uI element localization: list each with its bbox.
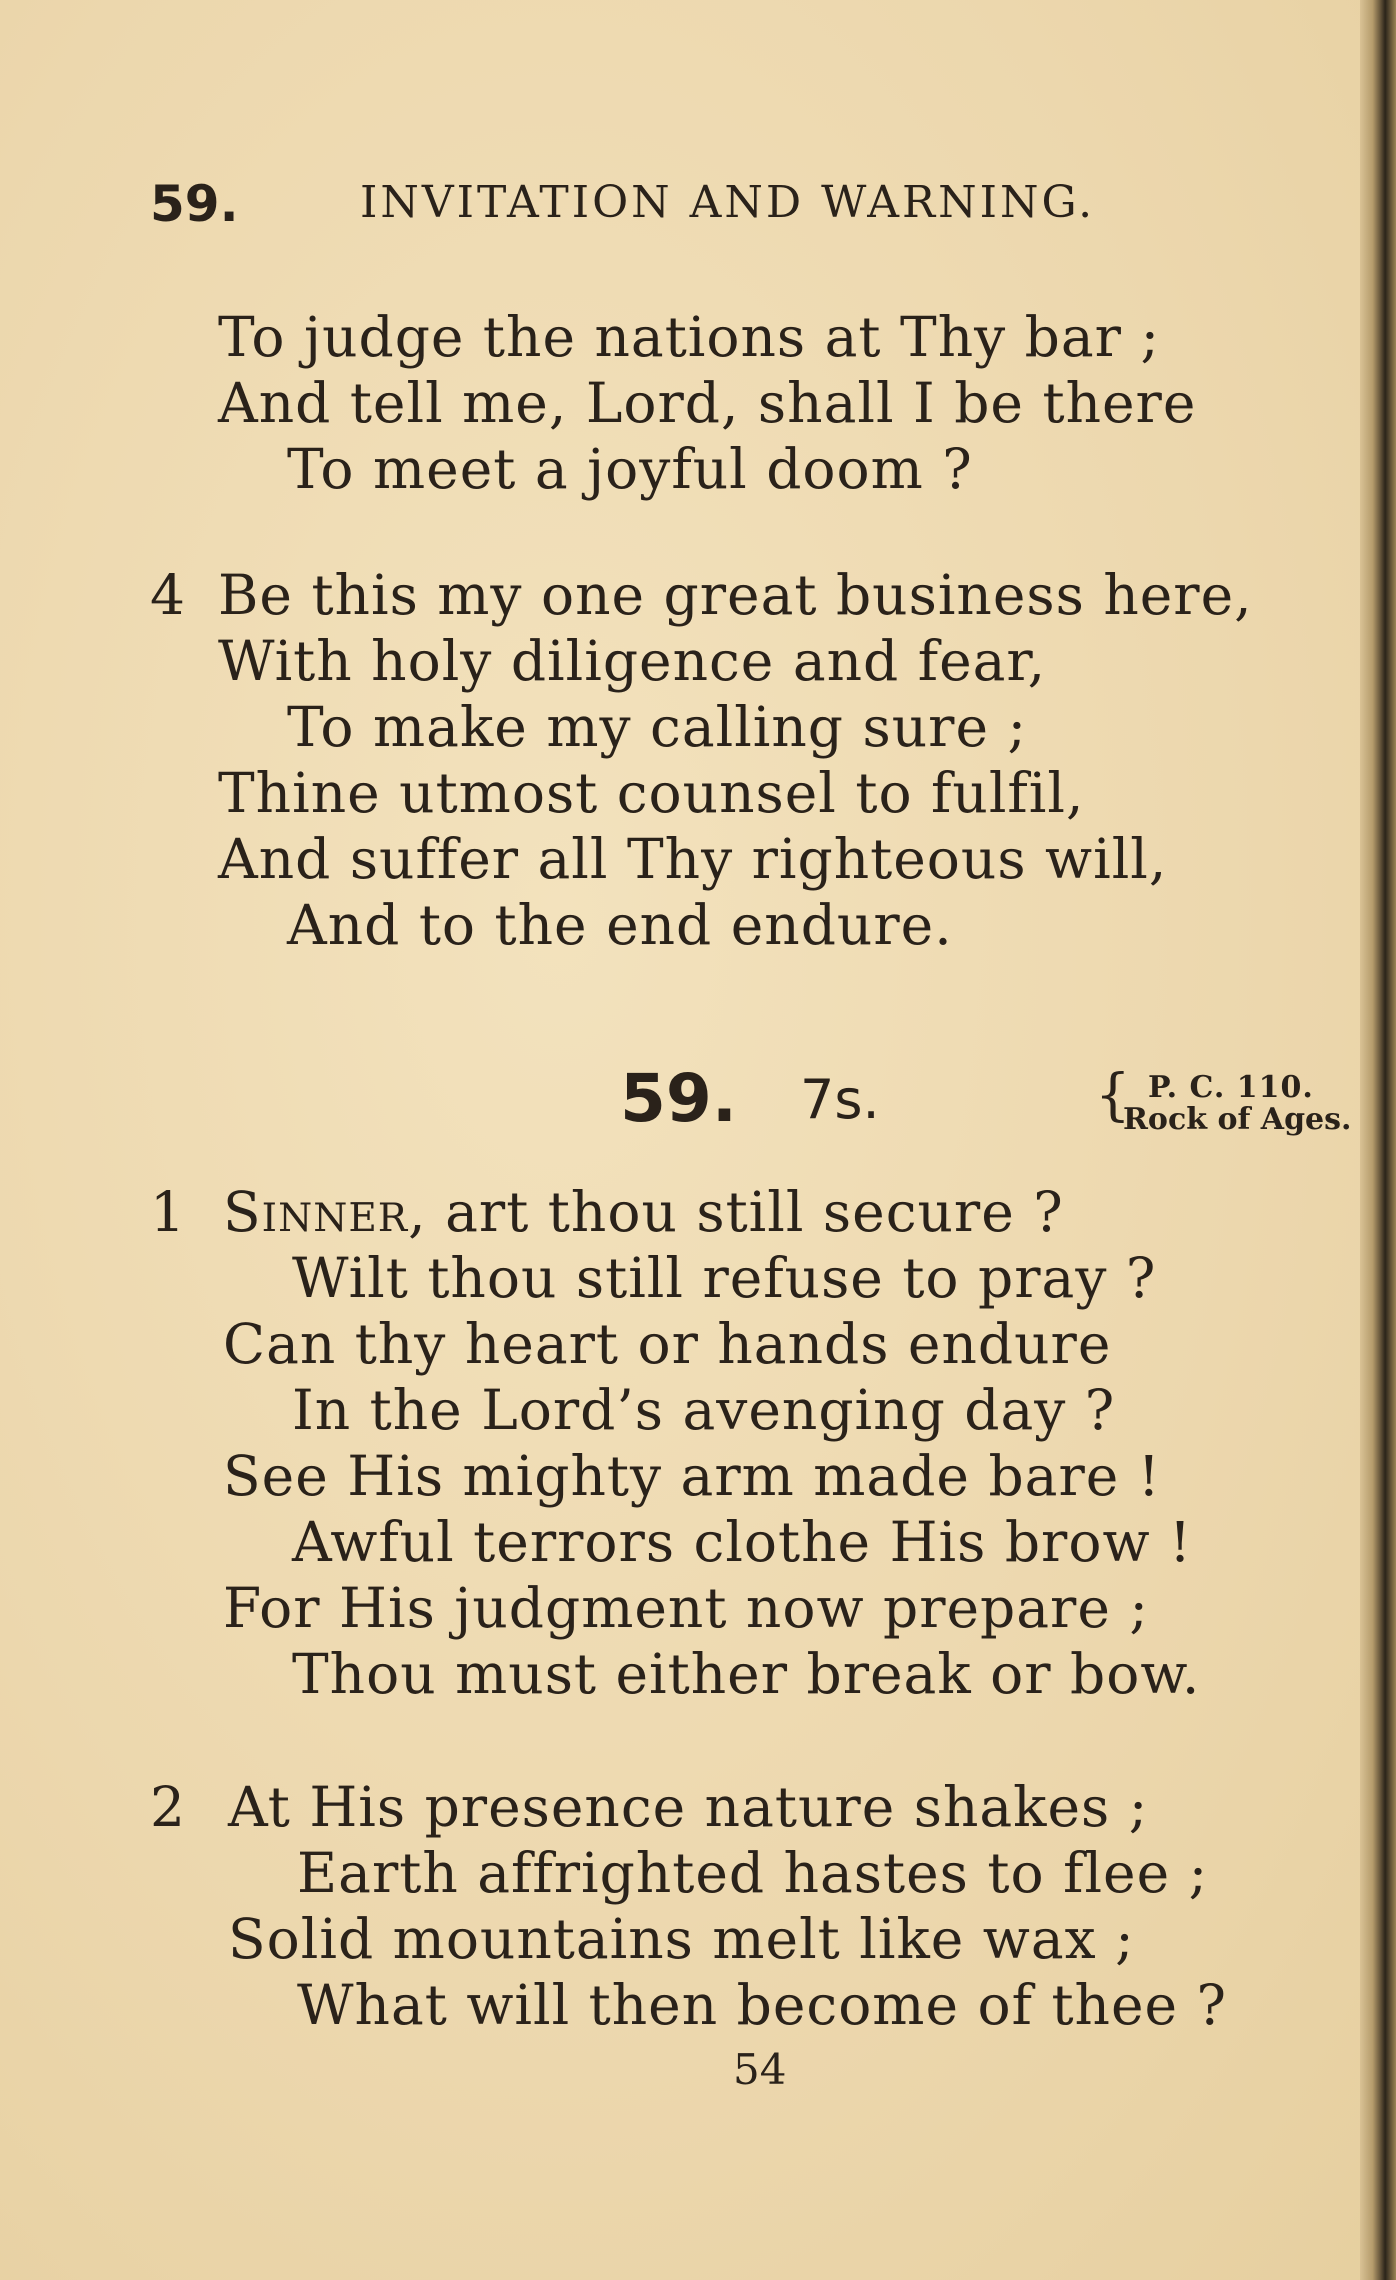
book-edge xyxy=(1360,0,1396,2280)
verse-line: At His presence nature shakes ; xyxy=(228,1775,1149,1839)
verse-number: 4 xyxy=(150,563,185,627)
verse-line: In the Lord’s avenging day ? xyxy=(292,1378,1116,1442)
verse-line: For His judgment now prepare ; xyxy=(223,1576,1149,1640)
verse-line: With holy diligence and fear, xyxy=(218,629,1047,693)
verse-line: And suffer all Thy righteous will, xyxy=(218,827,1168,891)
continuation-line: To meet a joyful doom ? xyxy=(287,437,973,501)
verse-line: Earth affrighted hastes to flee ; xyxy=(297,1841,1209,1905)
verse-line: Wilt thou still refuse to pray ? xyxy=(292,1246,1157,1310)
continuation-line: To judge the nations at Thy bar ; xyxy=(218,305,1160,369)
hymn-heading xyxy=(600,1060,1360,1150)
verse-line: Thou must either break or bow. xyxy=(292,1642,1201,1706)
verse-line: Solid mountains melt like wax ; xyxy=(228,1907,1135,1971)
verse-line: To make my calling sure ; xyxy=(287,695,1027,759)
verse-line: Be this my one great business here, xyxy=(218,563,1253,627)
verse-line xyxy=(223,1180,1064,1244)
verse-line: Can thy heart or hands endure xyxy=(223,1312,1112,1376)
verse-line: And to the end endure. xyxy=(287,893,953,957)
header-title: INVITATION AND WARNING. xyxy=(360,177,1096,228)
hymn-meter: 7s. xyxy=(800,1068,880,1131)
verse-line: See His mighty arm made bare ! xyxy=(223,1444,1161,1508)
verse-number: 1 xyxy=(150,1180,185,1244)
first-word: Sinner, xyxy=(223,1180,427,1244)
verse-line: What will then become of thee ? xyxy=(297,1973,1228,2037)
header-hymn-number: 59. xyxy=(150,175,239,233)
verse-number: 2 xyxy=(150,1775,185,1839)
first-line-rest: art thou still secure ? xyxy=(426,1180,1064,1244)
page-number: 54 xyxy=(733,2045,787,2094)
verse-line: Thine utmost counsel to fulfil, xyxy=(218,761,1085,825)
running-header xyxy=(150,175,1250,245)
tune-name: Rock of Ages. xyxy=(1123,1102,1352,1137)
hymn-number: 59. xyxy=(620,1060,737,1137)
continuation-line: And tell me, Lord, shall I be there xyxy=(218,371,1197,435)
verse-line: Awful terrors clothe His brow ! xyxy=(292,1510,1193,1574)
tune-reference: P. C. 110. xyxy=(1148,1070,1314,1105)
brace-glyph: { xyxy=(1095,1063,1131,1128)
